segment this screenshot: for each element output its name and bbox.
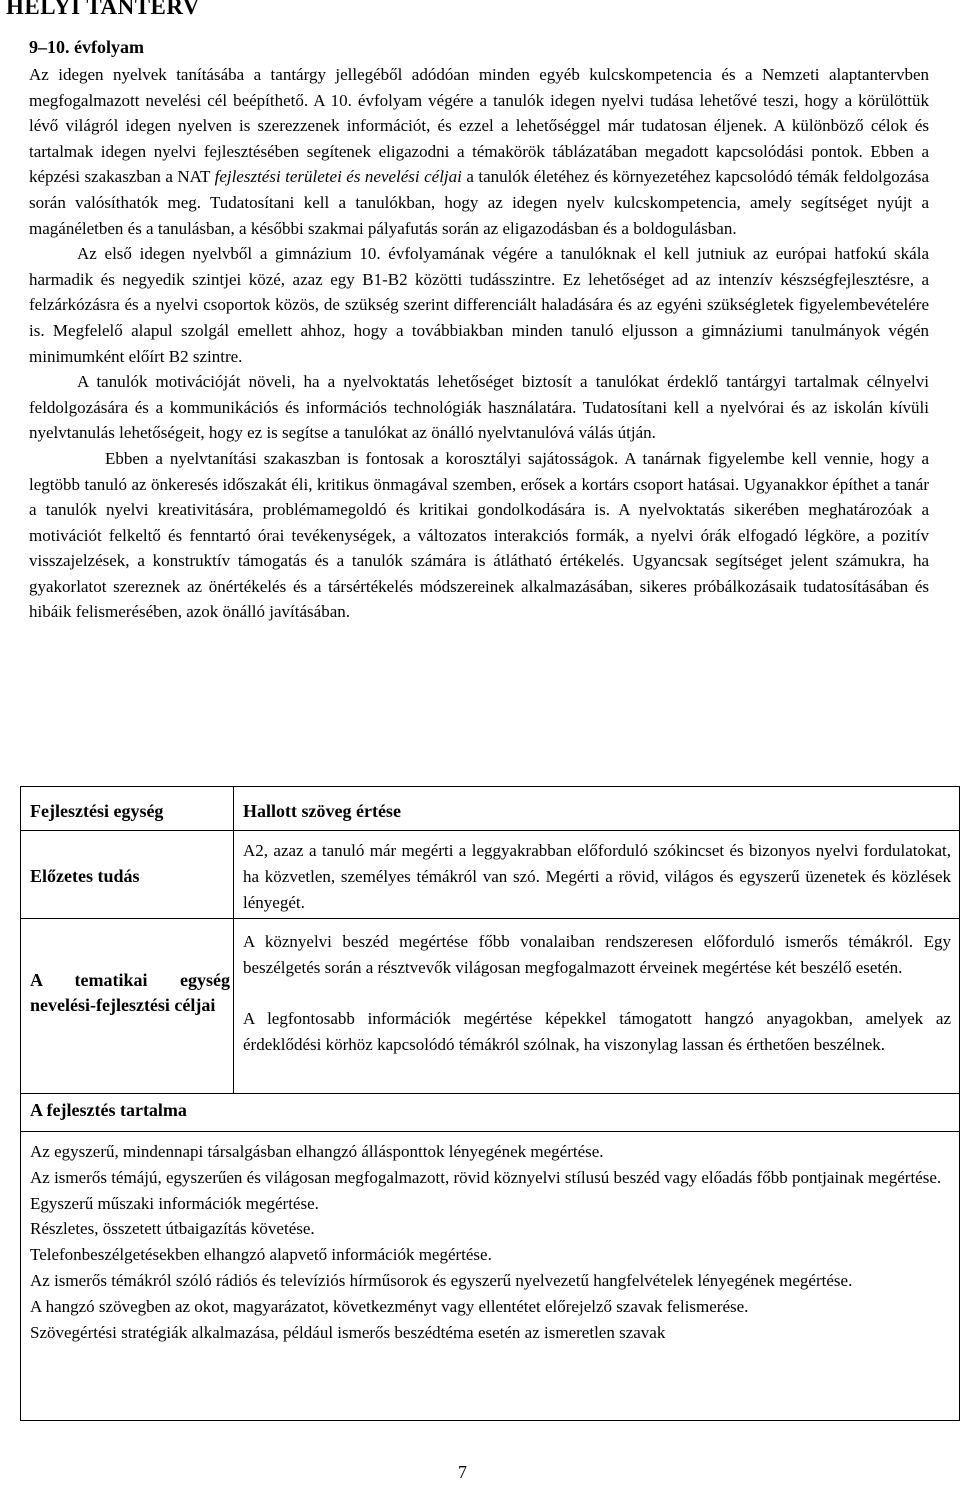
value-goals-2: A legfontosabb információk megértése képekkel támogatott hangzó anyagokban, amelyek az érdeklődési körhöz kapcsolódó témákról szólnak, ha viszonylag lassan és érthetően beszélnek. [243, 1009, 951, 1054]
intro-text [29, 62, 929, 625]
page-number: 7 [458, 1462, 467, 1482]
table-row-divider-2 [20, 918, 960, 919]
content-item: Telefonbeszélgetésekben elhangzó alapvető információk megértése. [30, 1245, 492, 1265]
grade-heading: 9–10. évfolyam [29, 37, 144, 57]
content-item: Az ismerős témájú, egyszerűen és világosan megfogalmazott, rövid köznyelvi stílusú beszéd vagy előadás főbb pontjainak megértése. [30, 1167, 942, 1187]
table-border-top [20, 786, 960, 787]
value-unit: Hallott szöveg értése [243, 801, 401, 821]
table-border-bottom [20, 1420, 960, 1421]
table-row-divider-4 [20, 1131, 960, 1132]
paragraph-1-italic: fejlesztési területei és nevelési céljai [214, 167, 462, 187]
content-item: Szövegértési stratégiák alkalmazása, például ismerős beszédtéma esetén az ismeretlen szavak [30, 1322, 666, 1342]
paragraph-2: Az első idegen nyelvből a gimnázium 10. évfolyamának végére a tanulóknak el kell jutniuk az európai hatfokú skála harmadik és negyedik szintjei közé, azaz egy B1-B2 közötti tudásszintre. Ez lehetőséget ad az intenzív készségfejlesztésre, a felzárkózásra és a nyelvi csoportok közös, de szükség szerint differenciált haladására és az egyéni szükségletek figyelembevételére is. Megfelelő alapul szolgál emellett ahhoz, hogy a továbbiakban minden tanuló eljusson a gimnáziumi tanulmányok végén minimumként előírt B2 szintre. [29, 244, 929, 366]
content-item: Egyszerű műszaki információk megértése. [30, 1193, 319, 1213]
label-prior-knowledge: Előzetes tudás [30, 866, 140, 886]
table-row-divider-3 [20, 1093, 960, 1094]
paragraph-3: A tanulók motivációját növeli, ha a nyelvoktatás lehetőséget biztosít a tanulókat érdeklő tantárgyi tartalmak célnyelvi feldolgozására és a kommunikációs és információs technológiák használatára. Tudatosítani kell a nyelvórai és az iskolán kívüli nyelvtanulás lehetőségeit, hogy ez is segítse a tanulókat az önálló nyelvtanulóvá válás útján. [29, 372, 929, 443]
content-item: Az egyszerű, mindennapi társalgásban elhangzó állásponttok lényegének megértése. [30, 1142, 604, 1161]
document-title: HELYI TANTERV [6, 0, 200, 19]
paragraph-4: Ebben a nyelvtanítási szakaszban is fontosak a korosztályi sajátosságok. A tanárnak figyelembe kell vennie, hogy a legtöbb tanuló az önkeresés időszakát éli, kritikus önmagával szemben, erősek a kortárs csoport hatásai. Ugyanakkor építhet a tanár a tanulók nyelvi kreativitására, problémamegoldó és kritikai gondolkodására is. A nyelvoktatás sikerében meghatározóak a motivációt felkeltő és fenntartó órai tevékenységek, a változatos interakciós formák, a nyelvi órák elfogadó légköre, a pozitív visszajelzések, a konstruktív támogatás és a tanulók számára is átlátható értékelés. Ugyancsak segítséget jelent számukra, ha gyakorlatot szereznek az önértékelés és a társértékelés módszereinek alkalmazásában, sikeres próbálkozásaik tudatosításában és hibáik felismerésében, azok önálló javításában. [29, 448, 929, 622]
paragraph-1-part-a: Az idegen nyelvek tanításába a tantárgy jellegéből adódóan minden egyéb kulcskompetencia és a Nemzeti alaptantervben megfogalmazott nevelési cél beépíthető. A 10. évfolyam végére a tanulók idegen nyelvi tudása lehetővé teszi, hogy a körülöttük lévő világról idegen nyelven is szerezzenek információt, és ezzel a lehetőséggel már tudatosan éljenek. A különböző célok és tartalmak idegen nyelvi fejlesztésében segítenek eligazodni a témakörök táblázatában megadott kapcsolódási pontok. Ebben a képzési szakaszban a NAT [29, 65, 929, 187]
paragraph-1 [29, 62, 929, 241]
paragraph-1-part-b: a tanulók életéhez és környezetéhez kapcsolódó témák feldolgozása során valósíthatók meg. Tudatosítani kell a tanulókban, hogy az idegen nyelv kulcskompetencia, amely segítséget nyújt a magánéletben és a tanulásban, a későbbi szakmai pályafutás során az eligazodásban és a boldogulásban. [29, 167, 929, 238]
value-goals-1: A köznyelvi beszéd megértése főbb vonalaiban rendszeresen előforduló ismerős témákról. Egy beszélgetés során a résztvevők világosan megfogalmazott érveinek megértése két beszélő esetén. [243, 932, 951, 977]
label-goals: A tematikai egység nevelési-fejlesztési céljai [30, 970, 230, 1015]
value-prior-knowledge: A2, azaz a tanuló már megérti a leggyakrabban előforduló szókincset és bizonyos nyelvi fordulatokat, ha közvetlen, személyes témákról van szó. Megérti a rövid, világos és egyszerű üzenetek és közlések lényegét. [243, 841, 951, 912]
content-item: A hangzó szövegben az okot, magyarázatot, következményt vagy ellentétet előrejelző szavak felismerése. [30, 1296, 749, 1316]
content-list [30, 1139, 950, 1345]
table-row-divider-1 [20, 830, 960, 831]
content-item: Részletes, összetett útbaigazítás követése. [30, 1219, 315, 1239]
label-unit: Fejlesztési egység [30, 801, 164, 821]
table-column-divider [233, 786, 234, 1093]
label-content: A fejlesztés tartalma [30, 1100, 187, 1120]
content-item: Az ismerős témákról szóló rádiós és televíziós hírműsorok és egyszerű nyelvezetű hangfelvételek lényegének megértése. [30, 1270, 853, 1290]
table-border-left [20, 786, 21, 1421]
